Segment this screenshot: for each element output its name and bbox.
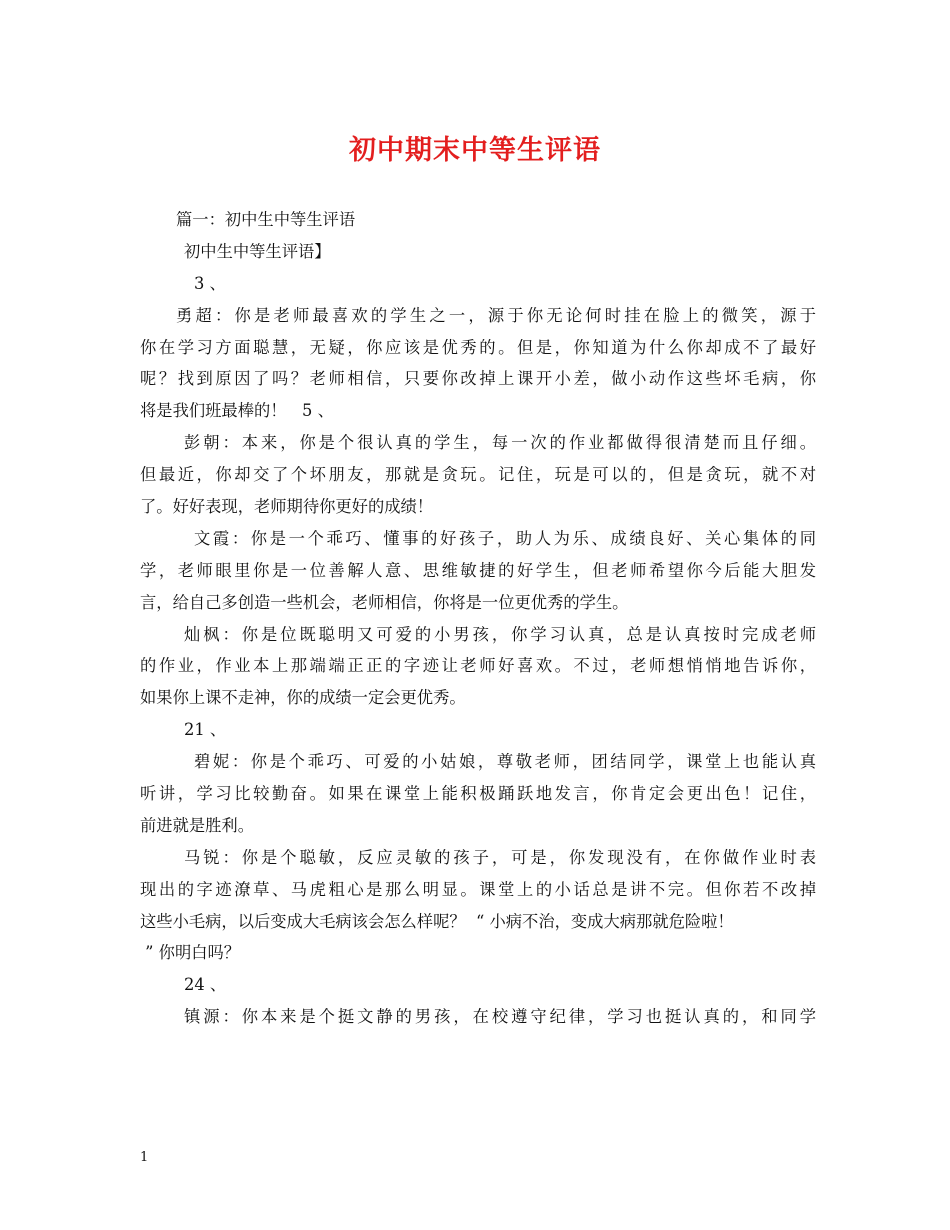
text-line: 3 、 — [194, 273, 226, 293]
text-line: 学，老师眼里你是一位善解人意、思维敏捷的好学生，但老师希望你今后能大胆发 — [140, 560, 816, 580]
text-line: 的作业，作业本上那端端正正的字迹让老师好喜欢。不过，老师想悄悄地告诉你， — [140, 656, 816, 676]
text-line: 了。好好表现，老师期待你更好的成绩！ — [140, 497, 434, 517]
text-line: 言，给自己多创造一些机会，老师相信，你将是一位更优秀的学生。 — [140, 592, 629, 612]
text-line: 现出的字迹潦草、马虎粗心是那么明显。课堂上的小话总是讲不完。但你若不改掉 — [140, 879, 816, 899]
text-line: 彭朝：本来，你是个很认真的学生，每一次的作业都做得很清楚而且仔细。 — [184, 433, 816, 453]
text-line: 文霞：你是一个乖巧、懂事的好孩子，助人为乐、成绩良好、关心集体的同 — [194, 528, 816, 548]
text-line: 勇超：你是老师最喜欢的学生之一，源于你无论何时挂在脸上的微笑，源于 — [176, 305, 816, 325]
page-number: 1 — [140, 1150, 149, 1165]
text-line: 21 、 — [184, 720, 227, 740]
text-line: 呢？找到原因了吗？老师相信，只要你改掉上课开小差，做小动作这些坏毛病，你 — [140, 369, 816, 389]
document-body — [140, 204, 816, 1033]
text-line: 碧妮：你是个乖巧、可爱的小姑娘，尊敬老师，团结同学，课堂上也能认真 — [194, 752, 816, 772]
text-line: 但最近，你却交了个坏朋友，那就是贪玩。记住，玩是可以的，但是贪玩，就不对 — [140, 465, 816, 485]
text-line: 这些小毛病，以后变成大毛病该会怎么样呢？ “ 小病不治，变成大病那就危险啦！ — [140, 911, 734, 931]
text-line: 镇源：你本来是个挺文静的男孩，在校遵守纪律，学习也挺认真的，和同学 — [184, 1007, 816, 1027]
text-line: 你在学习方面聪慧，无疑，你应该是优秀的。但是，你知道为什么你却成不了最好 — [140, 337, 816, 357]
text-line: 如果你上课不走神，你的成绩一定会更优秀。 — [140, 688, 466, 708]
text-line: 将是我们班最棒的！ 5 、 — [140, 401, 334, 421]
text-line: 马锐：你是个聪敏，反应灵敏的孩子，可是，你发现没有，在你做作业时表 — [184, 847, 816, 867]
text-line: 灿枫：你是位既聪明又可爱的小男孩，你学习认真，总是认真按时完成老师 — [184, 624, 816, 644]
text-line: ” 你明白吗？ — [140, 943, 241, 963]
text-line: 初中生中等生评语】 — [184, 241, 331, 261]
text-line: 前进就是胜利。 — [140, 815, 254, 835]
document-title: 初中期末中等生评语 — [349, 135, 601, 166]
text-line: 24 、 — [184, 975, 227, 995]
text-line: 听讲，学习比较勤奋。如果在课堂上能积极踊跃地发言，你肯定会更出色！记住， — [140, 784, 816, 804]
text-line: 篇一：初中生中等生评语 — [176, 210, 356, 229]
